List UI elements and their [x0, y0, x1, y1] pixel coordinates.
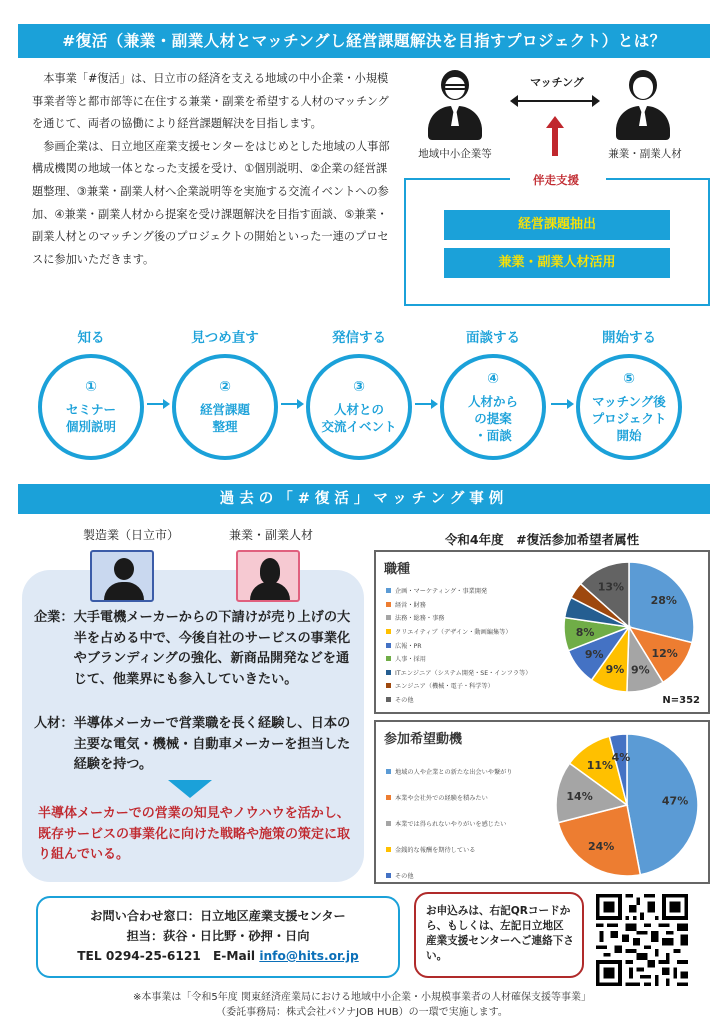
footer-line-1: ※本事業は「令和5年度 関東経済産業局における地域中小企業・小規模事業者の人材確保支援等事業」 — [133, 992, 591, 1003]
talent-text: 半導体メーカーで営業職を長く経験し、日本の主要な電気・機械・自動車メーカーを担当した経験を持つ。 — [73, 716, 351, 772]
legend-label: 地域の人や企業との新たな出会いや繋がり — [395, 768, 513, 776]
legend-swatch — [386, 873, 391, 878]
legend-label: 広報・PR — [395, 642, 422, 650]
legend-swatch — [386, 615, 391, 620]
legend-item — [386, 679, 531, 693]
legend-label: その他 — [395, 697, 414, 705]
pie-data-label: 9% — [630, 663, 650, 677]
contact-tel: TEL 0294-25-6121 E-Mail — [77, 949, 256, 963]
legend-swatch — [386, 643, 391, 648]
pie-data-label: 9% — [584, 648, 604, 662]
step-4-number: ④ — [487, 370, 499, 387]
contact-tel-email — [38, 946, 398, 966]
occupation-legend — [386, 584, 531, 706]
legend-item — [386, 810, 513, 836]
pie-data-label: 11% — [586, 759, 614, 773]
occupation-chart-panel — [374, 550, 710, 714]
pie-data-label: 9% — [605, 662, 625, 676]
step-3-text: 人材との 交流イベント — [321, 402, 397, 434]
legend-swatch — [386, 629, 391, 634]
legend-swatch — [386, 602, 391, 607]
legend-swatch — [386, 670, 391, 675]
company-text: 大手電機メーカーからの下請けが売り上げの大半を占める中で、今後自社のサービスの事業化やブランディングの強化、新商品開発などを通じて、他業界にも参入していきたい。 — [73, 610, 351, 687]
case-section-title: 過去の「#復活」マッチング事例 — [18, 484, 710, 514]
step-5-text: マッチング後 プロジェクト 開始 — [591, 393, 667, 443]
legend-item — [386, 584, 531, 598]
legend-label: 人事・採用 — [395, 656, 426, 664]
step-1-text: セミナー 個別説明 — [65, 402, 116, 434]
legend-label: 金銭的な報酬を期待している — [395, 846, 476, 854]
legend-swatch — [386, 697, 391, 702]
legend-item — [386, 652, 531, 666]
contact-office: お問い合わせ窓口：日立地区産業支援センター — [90, 909, 346, 923]
talent-person-icon — [614, 70, 672, 142]
legend-item — [386, 784, 513, 810]
intro-paragraph-2: 参画企業は、日立地区産業支援センターをはじめとした地域の人事部構成機関の地域一体となった支援を受け、①個別説明、②企業の経営課題整理、③兼業・副業人材へ企業説明等を実施する交流イベントへの参加、④兼業・副業人材から提案を受け課題解決を目指す面談、⑤兼業・副業人材とのマッチング後のプロジェクトの開始といった一連のプロセスに参加いただきます。 — [32, 139, 390, 266]
company-role-label: 製造業（日立市） — [82, 528, 179, 542]
step-2-circle — [172, 354, 278, 460]
up-arrow-icon — [552, 128, 558, 156]
pill-issue-extraction: 経営課題抽出 — [444, 210, 670, 240]
talent-label: 兼業・副業人材 — [608, 148, 682, 160]
step-arrow-icon — [415, 403, 433, 405]
legend-swatch — [386, 656, 391, 661]
process-steps — [0, 326, 724, 476]
legend-item — [386, 836, 513, 862]
talent-avatar-icon — [236, 550, 300, 602]
legend-swatch — [386, 821, 391, 826]
pie-data-label: 28% — [650, 593, 677, 607]
legend-label: 経営・財務 — [395, 601, 426, 609]
legend-swatch — [386, 683, 391, 688]
footer-note — [0, 990, 724, 1020]
company-person-icon — [426, 70, 484, 142]
step-5-title: 開始する — [602, 330, 656, 346]
step-3-circle — [306, 354, 412, 460]
step-4-text: 人材から の提案 ・面談 — [467, 393, 518, 443]
pie-data-label: 4% — [611, 751, 631, 765]
legend-item — [386, 611, 531, 625]
legend-swatch — [386, 769, 391, 774]
pie-data-label: 47% — [661, 794, 689, 808]
company-description — [34, 608, 356, 690]
pill-talent-use: 兼業・副業人材活用 — [444, 248, 670, 278]
legend-item — [386, 598, 531, 612]
case-result: 半導体メーカーでの営業の知見やノウハウを活かし、既存サービスの事業化に向けた戦略や施策の策定に取り組んでいる。 — [38, 806, 351, 862]
case-study — [18, 522, 364, 882]
motivation-pie-chart — [554, 732, 700, 878]
two-way-arrow-icon — [518, 100, 592, 102]
talent-role-label: 兼業・副業人材 — [228, 528, 313, 542]
matching-diagram — [404, 66, 710, 306]
legend-label: 本業や会社外での経験を積みたい — [395, 794, 488, 802]
legend-item — [386, 638, 531, 652]
intro-text — [32, 68, 390, 271]
footer-line-2: （委託事務局：株式会社パソナJOB HUB）の一環で実施します。 — [216, 1007, 508, 1018]
contact-email-link[interactable]: info@hits.or.jp — [259, 949, 359, 963]
legend-label: その他 — [395, 872, 414, 880]
step-4-circle — [440, 354, 546, 460]
pie-data-label: 8% — [575, 625, 595, 639]
step-5-number: ⑤ — [623, 370, 635, 387]
talent-description — [34, 714, 356, 776]
legend-item — [386, 758, 513, 784]
step-2-text: 経営課題 整理 — [199, 402, 250, 434]
step-3-title: 発信する — [332, 330, 386, 346]
support-box — [404, 178, 710, 306]
legend-label: 法務・総務・事務 — [395, 615, 445, 623]
motivation-chart-panel — [374, 720, 710, 884]
step-4-title: 面談する — [466, 330, 520, 346]
step-2-title: 見つめ直す — [191, 330, 259, 346]
step-5-circle — [576, 354, 682, 460]
apply-callout: お申込みは、右記QRコードから、もしくは、左記日立地区産業支援センターへご連絡下さい。 — [414, 892, 584, 978]
legend-item — [386, 693, 531, 707]
occupation-chart-title: 職種 — [384, 562, 411, 577]
pie-data-label: 24% — [587, 839, 615, 853]
legend-item — [386, 862, 513, 888]
step-2-number: ② — [219, 379, 231, 395]
step-1-number: ① — [85, 379, 97, 395]
motivation-chart-title: 参加希望動機 — [384, 732, 463, 747]
company-label: 地域中小企業等 — [418, 148, 492, 160]
step-arrow-icon — [147, 403, 165, 405]
legend-item — [386, 625, 531, 639]
legend-label: 本業では得られないやりがいを感じたい — [395, 820, 507, 828]
legend-label: エンジニア（機械・電子・科学等） — [395, 683, 494, 691]
stats-title: 令和4年度 #復活参加希望者属性 — [444, 532, 640, 547]
talent-key: 人材： — [34, 716, 74, 731]
matching-label: マッチング — [530, 76, 584, 89]
qr-code-icon[interactable] — [596, 894, 688, 986]
pie-data-label: 12% — [651, 647, 678, 661]
page-title: #復活（兼業・副業人材とマッチングし経営課題解決を目指すプロジェクト）とは？ — [18, 24, 710, 58]
step-arrow-icon — [551, 403, 569, 405]
step-arrow-icon — [281, 403, 299, 405]
step-1-circle — [38, 354, 144, 460]
step-1-title: 知る — [77, 330, 105, 346]
legend-label: ITエンジニア（システム開発・SE・インフラ等） — [395, 669, 532, 677]
support-label: 伴走支援 — [533, 173, 579, 187]
legend-label: 企画・マーケティング・事業開発 — [395, 588, 488, 596]
legend-swatch — [386, 795, 391, 800]
legend-label: クリエイティブ（デザイン・動画編集等） — [395, 629, 512, 637]
sample-size-label: N=352 — [662, 695, 700, 706]
legend-item — [386, 666, 531, 680]
step-3-number: ③ — [353, 379, 365, 395]
legend-swatch — [386, 588, 391, 593]
occupation-pie-chart — [562, 560, 696, 694]
pie-data-label: 14% — [566, 789, 593, 803]
contact-staff: 担当：荻谷・日比野・砂押・日向 — [126, 929, 310, 943]
case-card — [22, 570, 364, 882]
intro-paragraph-1: 本事業「#復活」は、日立市の経済を支える地域の中小企業・小規模事業者等と都市部等に在住する兼業・副業を希望する人材のマッチングを通じて、両者の協働により経営課題解決を目指します。 — [32, 72, 389, 131]
motivation-legend — [386, 758, 513, 888]
legend-swatch — [386, 847, 391, 852]
company-key: 企業： — [34, 610, 74, 625]
company-avatar-icon — [90, 550, 154, 602]
contact-box — [36, 896, 400, 978]
pie-data-label: 13% — [597, 580, 625, 594]
down-arrow-icon — [168, 780, 212, 798]
